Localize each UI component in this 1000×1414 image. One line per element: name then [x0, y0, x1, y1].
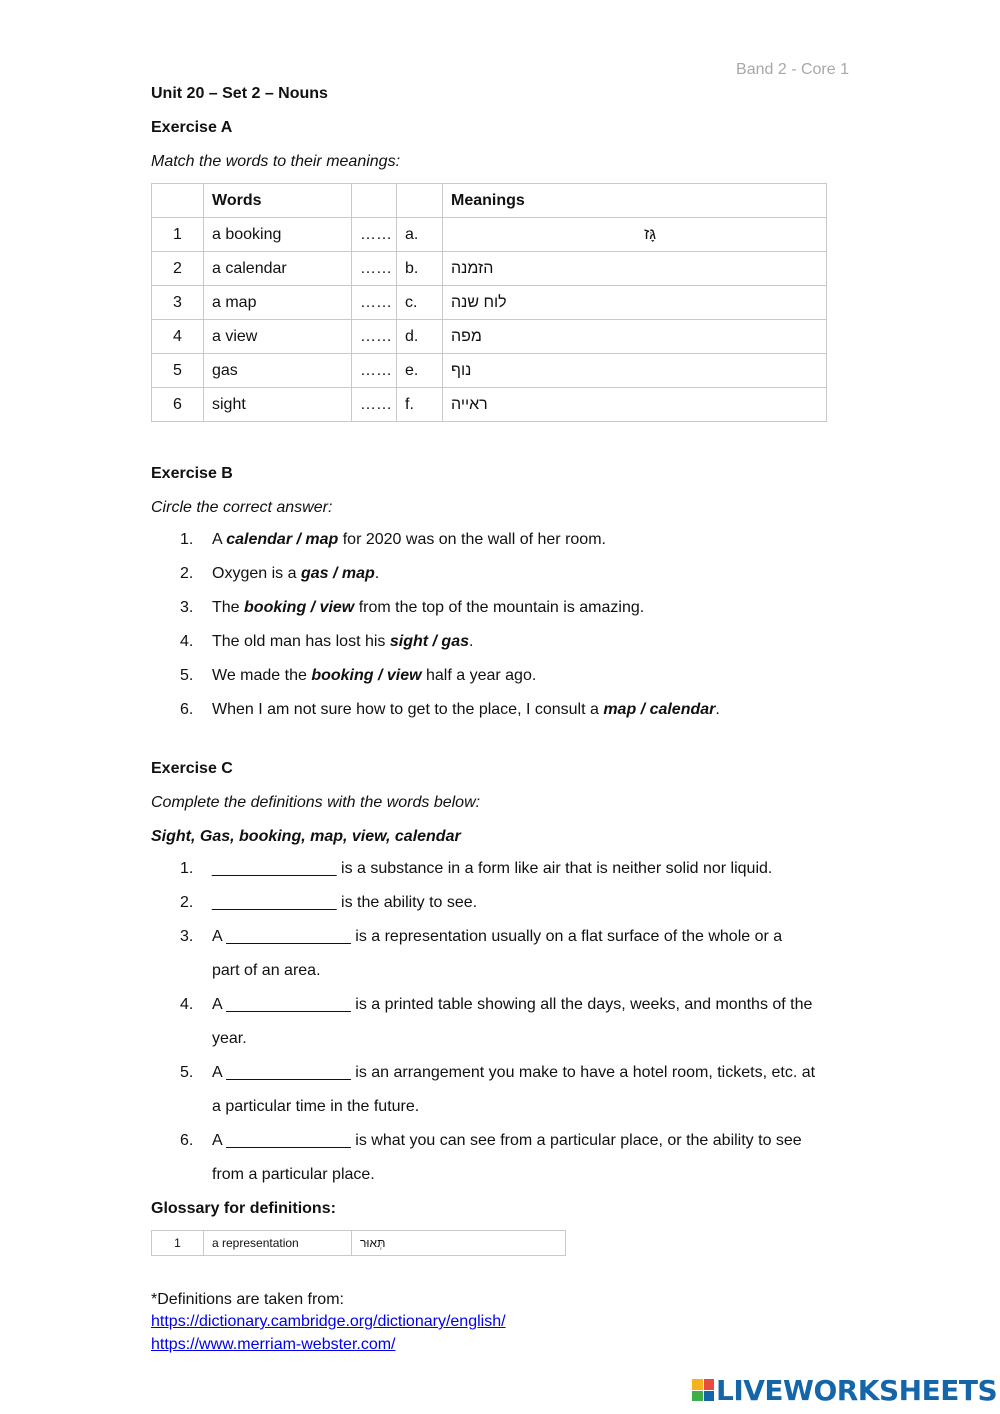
- item-number: 5.: [180, 667, 194, 684]
- row-meaning: לוח שנה: [443, 286, 827, 320]
- table-header-cell: [397, 184, 443, 218]
- list-item: [151, 1056, 815, 1124]
- choice-options[interactable]: calendar / map: [226, 531, 339, 548]
- row-meaning: תְּאוּר: [352, 1231, 566, 1256]
- definition-line: ______________ is the ability to see.: [212, 894, 478, 911]
- sentence-start: We made the: [212, 667, 312, 684]
- sentence-end: half a year ago.: [421, 667, 537, 684]
- row-meaning: מפה: [443, 320, 827, 354]
- row-letter: a.: [397, 218, 443, 252]
- sentence-start: A: [212, 531, 227, 548]
- item-number: 3.: [180, 599, 194, 616]
- answer-blank[interactable]: ……: [352, 286, 397, 320]
- meanings-column-header: Meanings: [443, 184, 827, 218]
- list-item: [151, 659, 720, 693]
- answer-blank[interactable]: ……: [352, 252, 397, 286]
- definition-line: A ______________ is an arrangement you make to have a hotel room, tickets, etc. at: [212, 1064, 816, 1081]
- table-row: [152, 388, 827, 422]
- header-band-label: Band 2 - Core 1: [736, 61, 849, 78]
- row-meaning: ראייה: [443, 388, 827, 422]
- item-number: 6.: [180, 1132, 194, 1149]
- liveworksheets-logo: [692, 1374, 997, 1406]
- matching-table: [151, 183, 827, 422]
- row-number: 4: [152, 320, 204, 354]
- definition-line: A ______________ is a printed table showing all the days, weeks, and months of the: [212, 996, 813, 1013]
- sentence-start: Oxygen is a: [212, 565, 301, 582]
- item-number: 4.: [180, 633, 194, 650]
- sentence-end: from the top of the mountain is amazing.: [354, 599, 645, 616]
- row-number: 1: [152, 1231, 204, 1256]
- answer-blank[interactable]: ……: [352, 218, 397, 252]
- item-number: 5.: [180, 1064, 194, 1081]
- row-letter: c.: [397, 286, 443, 320]
- table-row: [152, 286, 827, 320]
- glossary-table: [151, 1230, 566, 1256]
- sentence-start: When I am not sure how to get to the place, I consult a: [212, 701, 604, 718]
- exercise-c-heading: Exercise C: [151, 760, 233, 777]
- row-number: 5: [152, 354, 204, 388]
- words-column-header: Words: [204, 184, 352, 218]
- item-number: 1.: [180, 531, 194, 548]
- row-word: a view: [204, 320, 352, 354]
- merriam-webster-link[interactable]: https://www.merriam-webster.com/: [151, 1336, 396, 1353]
- definition-line-continued: a particular time in the future.: [212, 1098, 420, 1115]
- choice-options[interactable]: booking / view: [311, 667, 422, 684]
- row-word: a booking: [204, 218, 352, 252]
- word-bank: Sight, Gas, booking, map, view, calendar: [151, 828, 461, 845]
- list-item: [151, 693, 720, 727]
- row-letter: d.: [397, 320, 443, 354]
- sentence-end: for 2020 was on the wall of her room.: [338, 531, 606, 548]
- item-number: 2.: [180, 565, 194, 582]
- definition-line-continued: from a particular place.: [212, 1166, 375, 1183]
- item-number: 2.: [180, 894, 194, 911]
- row-meaning: נוף: [443, 354, 827, 388]
- row-word: sight: [204, 388, 352, 422]
- row-meaning: גָּז: [443, 218, 827, 252]
- row-number: 2: [152, 252, 204, 286]
- logo-mark-icon: [692, 1379, 714, 1401]
- list-item: [151, 557, 720, 591]
- sentence-end: .: [374, 565, 380, 582]
- row-word: a calendar: [204, 252, 352, 286]
- row-letter: f.: [397, 388, 443, 422]
- item-number: 4.: [180, 996, 194, 1013]
- definition-line-continued: part of an area.: [212, 962, 321, 979]
- sources-note: *Definitions are taken from:: [151, 1291, 344, 1308]
- list-item: [151, 591, 720, 625]
- definition-line: ______________ is a substance in a form like air that is neither solid nor liquid.: [212, 860, 773, 877]
- table-row: [152, 252, 827, 286]
- table-row: [152, 320, 827, 354]
- list-item: [151, 886, 815, 920]
- row-word: a map: [204, 286, 352, 320]
- sentence-start: The old man has lost his: [212, 633, 390, 650]
- exercise-a-instruction: Match the words to their meanings:: [151, 153, 401, 170]
- row-number: 1: [152, 218, 204, 252]
- item-number: 6.: [180, 701, 194, 718]
- definition-line-continued: year.: [212, 1030, 247, 1047]
- page-title: Unit 20 – Set 2 – Nouns: [151, 85, 328, 102]
- item-number: 3.: [180, 928, 194, 945]
- list-item: [151, 920, 815, 988]
- sentence-start: The: [212, 599, 245, 616]
- row-number: 3: [152, 286, 204, 320]
- choice-options[interactable]: gas / map: [300, 565, 375, 582]
- definition-line: A ______________ is a representation usually on a flat surface of the whole or a: [212, 928, 783, 945]
- table-header-row: [152, 184, 827, 218]
- choice-options[interactable]: map / calendar: [603, 701, 716, 718]
- glossary-heading: Glossary for definitions:: [151, 1200, 336, 1217]
- row-word: a representation: [204, 1231, 352, 1256]
- exercise-b-instruction: Circle the correct answer:: [151, 499, 333, 516]
- row-letter: e.: [397, 354, 443, 388]
- table-row: [152, 1231, 566, 1256]
- list-item: [151, 988, 815, 1056]
- table-header-cell: [352, 184, 397, 218]
- definition-line: A ______________ is what you can see from a particular place, or the ability to see: [212, 1132, 802, 1149]
- row-meaning: הזמנה: [443, 252, 827, 286]
- list-item: [151, 523, 720, 557]
- list-item: [151, 1124, 815, 1192]
- exercise-b-list: [151, 523, 720, 727]
- list-item: [151, 625, 720, 659]
- sentence-end: .: [469, 633, 474, 650]
- sentence-end: .: [715, 701, 720, 718]
- row-letter: b.: [397, 252, 443, 286]
- exercise-c-instruction: Complete the definitions with the words below:: [151, 794, 481, 811]
- list-item: [151, 852, 815, 886]
- logo-text: LIVEWORKSHEETS: [716, 1373, 998, 1407]
- table-row: [152, 354, 827, 388]
- row-word: gas: [204, 354, 352, 388]
- exercise-c-list: [151, 852, 815, 1192]
- table-row: [152, 218, 827, 252]
- answer-blank[interactable]: ……: [352, 388, 397, 422]
- row-number: 6: [152, 388, 204, 422]
- choice-options[interactable]: booking / view: [244, 599, 355, 616]
- item-number: 1.: [180, 860, 194, 877]
- answer-blank[interactable]: ……: [352, 354, 397, 388]
- answer-blank[interactable]: ……: [352, 320, 397, 354]
- table-header-cell: [152, 184, 204, 218]
- exercise-a-heading: Exercise A: [151, 119, 233, 136]
- exercise-b-heading: Exercise B: [151, 465, 233, 482]
- choice-options[interactable]: sight / gas: [389, 633, 469, 650]
- cambridge-dictionary-link[interactable]: https://dictionary.cambridge.org/dictionary/english/: [151, 1313, 506, 1330]
